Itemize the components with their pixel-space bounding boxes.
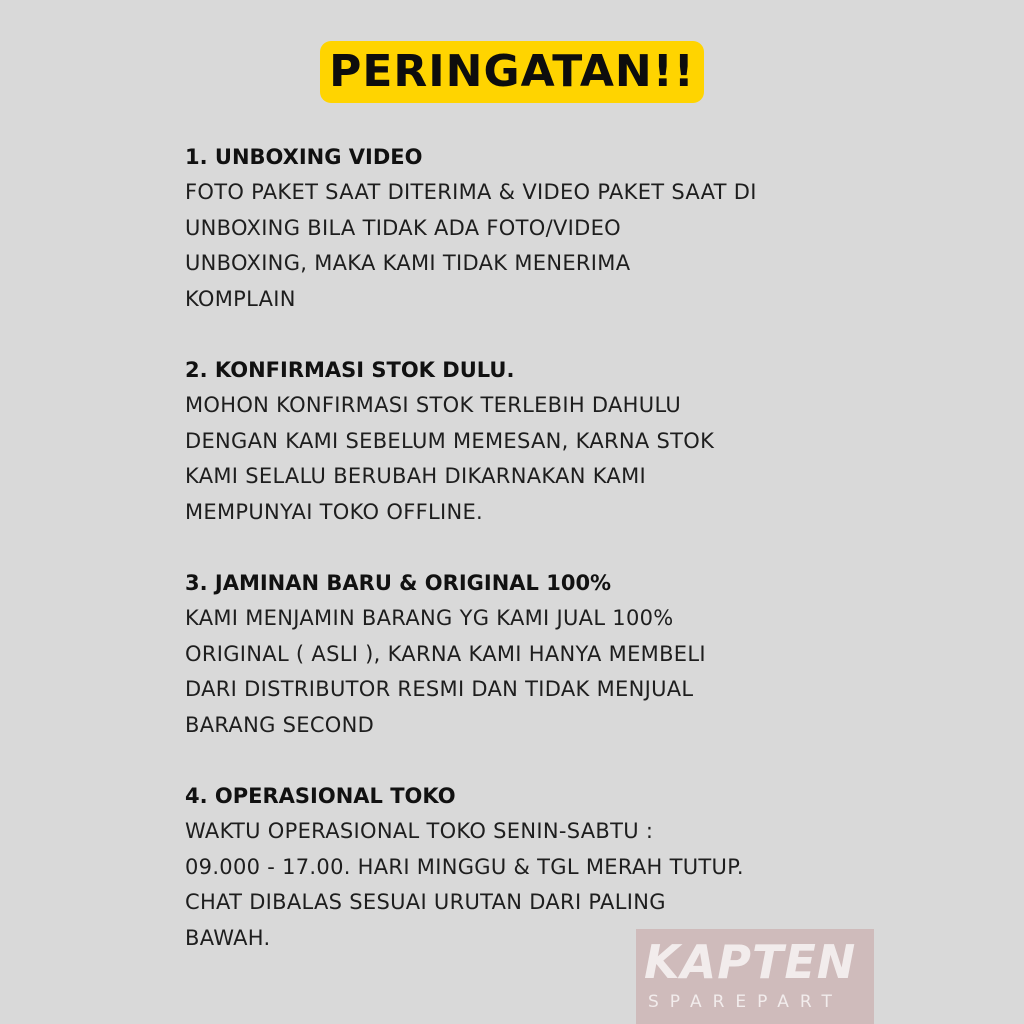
- section-body: [185, 388, 865, 530]
- watermark-tagline: SPAREPART: [648, 992, 843, 1012]
- section-line: MEMPUNYAI TOKO OFFLINE.: [185, 499, 483, 524]
- section-heading: 3. JAMINAN BARU & ORIGINAL 100%: [185, 571, 612, 595]
- notice-section-unboxing: [185, 140, 865, 317]
- section-line: KAMI SELALU BERUBAH DIKARNAKAN KAMI: [185, 464, 647, 488]
- section-line: BARANG SECOND: [185, 712, 375, 737]
- section-body: [185, 175, 865, 317]
- section-heading: 1. UNBOXING VIDEO: [185, 145, 423, 169]
- section-line: WAKTU OPERASIONAL TOKO SENIN-SABTU :: [185, 819, 654, 843]
- section-line: ORIGINAL ( ASLI ), KARNA KAMI HANYA MEMBELI: [185, 641, 706, 666]
- notice-section-stock: [185, 353, 865, 530]
- section-line: UNBOXING, MAKA KAMI TIDAK MENERIMA: [185, 251, 631, 275]
- section-line: BAWAH.: [185, 925, 271, 950]
- section-line: MOHON KONFIRMASI STOK TERLEBIH DAHULU: [185, 393, 682, 417]
- section-line: CHAT DIBALAS SESUAI URUTAN DARI PALING: [185, 890, 666, 914]
- watermark-brand: KAPTEN: [644, 935, 857, 989]
- section-heading: 2. KONFIRMASI STOK DULU.: [185, 358, 515, 382]
- page-title: PERINGATAN!!: [329, 46, 695, 97]
- notice-section-guarantee: [185, 566, 865, 743]
- brand-watermark: [636, 929, 874, 1024]
- notice-content: [185, 140, 865, 992]
- section-line: UNBOXING BILA TIDAK ADA FOTO/VIDEO: [185, 215, 621, 240]
- section-line: FOTO PAKET SAAT DITERIMA & VIDEO PAKET SAAT DI: [185, 180, 757, 204]
- title-badge: [320, 41, 704, 103]
- section-line: 09.000 - 17.00. HARI MINGGU & TGL MERAH TUTUP.: [185, 854, 744, 879]
- section-line: DARI DISTRIBUTOR RESMI DAN TIDAK MENJUAL: [185, 677, 694, 701]
- title-container: [0, 41, 1024, 103]
- section-line: DENGAN KAMI SEBELUM MEMESAN, KARNA STOK: [185, 428, 715, 453]
- section-heading: 4. OPERASIONAL TOKO: [185, 784, 456, 808]
- section-line: KOMPLAIN: [185, 286, 296, 311]
- section-body: [185, 601, 865, 743]
- section-line: KAMI MENJAMIN BARANG YG KAMI JUAL 100%: [185, 606, 674, 630]
